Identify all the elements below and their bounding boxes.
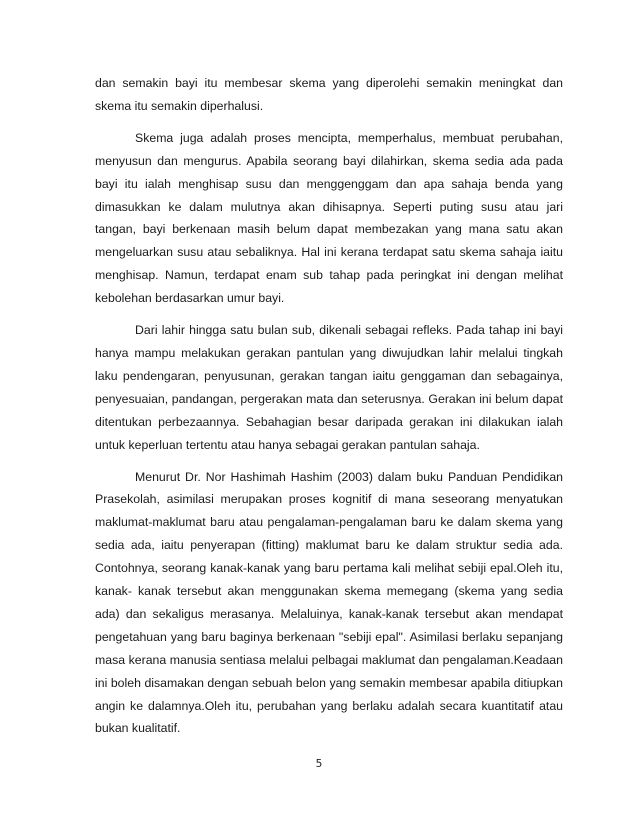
paragraph-refleks: Dari lahir hingga satu bulan sub, dikenali sebagai refleks. Pada tahap ini bayi hanya mampu melakukan gerakan pantulan yang diwujudkan lahir melalui tingkah laku pendengaran, penyusunan, gerakan tangan iaitu genggaman dan sebagainya, penyesuaian, pandangan, pergerakan mata dan seterusnya. Gerakan ini belum dapat ditentukan perbezaannya. Sebahagian besar daripada gerakan ini dilakukan ialah untuk keperluan tertentu atau hanya sebagai gerakan pantulan sahaja. — [95, 323, 563, 452]
page-number: 5 — [315, 758, 323, 770]
body-text — [95, 72, 563, 740]
paragraph-asimilasi: Menurut Dr. Nor Hashimah Hashim (2003) dalam buku Panduan Pendidikan Prasekolah, asimilasi merupakan proses kognitif di mana seseorang menyatukan maklumat-maklumat baru atau pengalaman-pengalaman baru ke dalam skema yang sedia ada, iaitu penyerapan (fitting) maklumat baru ke dalam struktur sedia ada. Contohnya, seorang kanak-kanak yang baru pertama kali melihat sebiji epal.Oleh itu, kanak- kanak tersebut akan menggunakan skema memegang (skema yang sedia ada) dan sekaligus merasanya. Melaluinya, kanak-kanak tersebut akan mendapat pengetahuan yang baru baginya berkenaan "sebiji epal". Asimilasi berlaku sepanjang masa kerana manusia sentiasa melalui pelbagai maklumat dan pengalaman.Keadaan ini boleh disamakan dengan sebuah belon yang semakin membesar apabila ditiupkan angin ke dalamnya.Oleh itu, perubahan yang berlaku adalah secara kuantitatif atau bukan kualitatif. — [95, 469, 563, 736]
paragraph-continuation: dan semakin bayi itu membesar skema yang diperolehi semakin meningkat dan skema itu semakin diperhalusi. — [95, 76, 563, 113]
paragraph-skema: Skema juga adalah proses mencipta, memperhalus, membuat perubahan, menyusun dan mengurus. Apabila seorang bayi dilahirkan, skema sedia ada pada bayi itu ialah menghisap susu dan menggenggam dan apa sahaja benda yang dimasukkan ke dalam mulutnya akan dihisapnya. Seperti puting susu atau jari tangan, bayi berkenaan masih belum dapat membezakan yang mana satu akan mengeluarkan susu atau sebaliknya. Hal ini kerana terdapat satu skema sahaja iaitu menghisap. Namun, terdapat enam sub tahap pada peringkat ini dengan melihat kebolehan berdasarkan umur bayi. — [95, 130, 563, 306]
